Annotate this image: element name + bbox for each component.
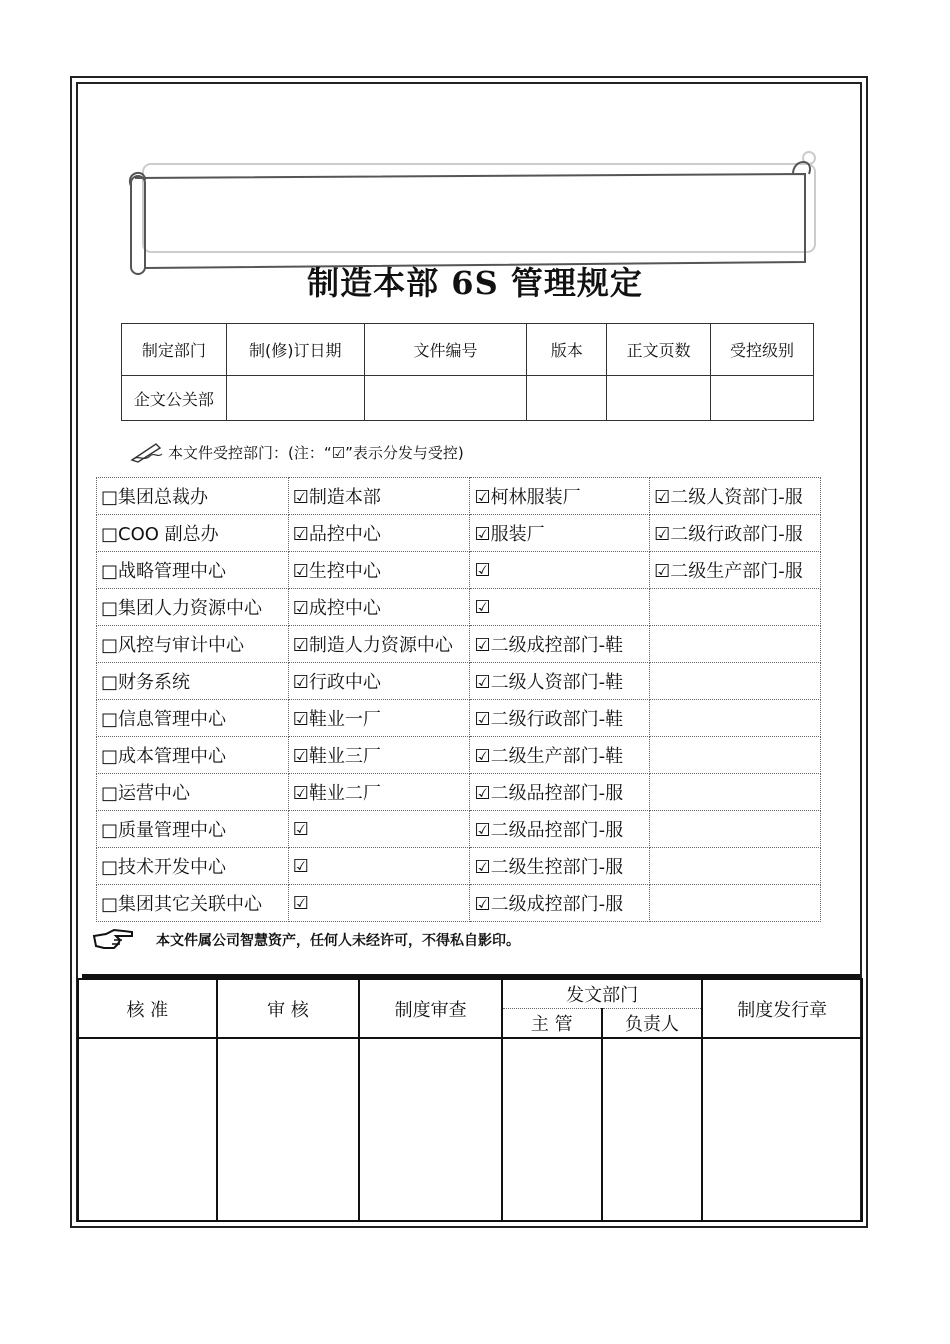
issuing-dept-header: 发文部门 bbox=[502, 979, 703, 1008]
distribution-cell[interactable] bbox=[650, 737, 821, 774]
distribution-cell[interactable]: ☑柯林服装厂 bbox=[470, 478, 650, 515]
distribution-cell[interactable]: ☑ bbox=[470, 552, 650, 589]
distribution-cell[interactable] bbox=[650, 700, 821, 737]
pointing-hand-icon bbox=[92, 928, 134, 952]
distribution-cell[interactable]: ☑二级生产部门-鞋 bbox=[470, 737, 650, 774]
info-header: 正文页数 bbox=[607, 324, 711, 376]
pen-writing-icon bbox=[130, 440, 164, 464]
distribution-cell[interactable]: ☑品控中心 bbox=[288, 515, 470, 552]
approve-cell[interactable] bbox=[78, 1038, 217, 1221]
warning-notice bbox=[92, 928, 520, 952]
distribution-cell[interactable]: □战略管理中心 bbox=[97, 552, 289, 589]
distribution-cell[interactable]: ☑二级人资部门-服 bbox=[650, 478, 821, 515]
review-cell[interactable] bbox=[217, 1038, 360, 1221]
distribution-cell[interactable] bbox=[650, 848, 821, 885]
seal-header: 制度发行章 bbox=[702, 979, 862, 1038]
distribution-cell[interactable] bbox=[650, 589, 821, 626]
distribution-cell[interactable]: □成本管理中心 bbox=[97, 737, 289, 774]
distribution-cell[interactable]: □集团人力资源中心 bbox=[97, 589, 289, 626]
info-value bbox=[607, 376, 711, 421]
distribution-cell[interactable]: □信息管理中心 bbox=[97, 700, 289, 737]
supervisor-header: 主 管 bbox=[502, 1008, 602, 1038]
info-header: 制定部门 bbox=[122, 324, 227, 376]
distribution-cell[interactable]: ☑制造人力资源中心 bbox=[288, 626, 470, 663]
distribution-cell[interactable]: ☑二级成控部门-鞋 bbox=[470, 626, 650, 663]
table-row bbox=[97, 700, 821, 737]
table-row bbox=[97, 626, 821, 663]
distribution-cell[interactable]: □质量管理中心 bbox=[97, 811, 289, 848]
control-note-text: 本文件受控部门：(注：“☑”表示分发与受控) bbox=[168, 443, 464, 462]
table-row bbox=[97, 774, 821, 811]
table-row bbox=[97, 848, 821, 885]
distribution-cell[interactable]: ☑二级品控部门-服 bbox=[470, 774, 650, 811]
distribution-cell[interactable]: ☑ bbox=[288, 811, 470, 848]
distribution-cell[interactable] bbox=[650, 885, 821, 922]
distribution-cell[interactable]: ☑成控中心 bbox=[288, 589, 470, 626]
table-row bbox=[97, 885, 821, 922]
distribution-cell[interactable] bbox=[650, 774, 821, 811]
info-value bbox=[226, 376, 364, 421]
distribution-cell[interactable] bbox=[650, 663, 821, 700]
table-row bbox=[97, 478, 821, 515]
distribution-cell[interactable]: ☑ bbox=[470, 589, 650, 626]
distribution-table bbox=[96, 477, 821, 922]
page-title: 制造本部 6S 管理规定 bbox=[307, 264, 643, 302]
table-row bbox=[97, 515, 821, 552]
control-note bbox=[130, 440, 464, 464]
info-header: 版本 bbox=[527, 324, 607, 376]
distribution-cell[interactable]: ☑二级成控部门-服 bbox=[470, 885, 650, 922]
distribution-cell[interactable]: □运营中心 bbox=[97, 774, 289, 811]
policy-review-header: 制度审查 bbox=[359, 979, 502, 1038]
distribution-cell[interactable]: □风控与审计中心 bbox=[97, 626, 289, 663]
table-row bbox=[97, 589, 821, 626]
signature-table bbox=[77, 978, 863, 1222]
distribution-cell[interactable] bbox=[650, 811, 821, 848]
info-header: 制(修)订日期 bbox=[226, 324, 364, 376]
info-header: 受控级别 bbox=[711, 324, 814, 376]
table-row bbox=[97, 811, 821, 848]
distribution-cell[interactable]: ☑鞋业三厂 bbox=[288, 737, 470, 774]
distribution-cell[interactable]: ☑二级行政部门-服 bbox=[650, 515, 821, 552]
distribution-cell[interactable]: □集团总裁办 bbox=[97, 478, 289, 515]
distribution-cell[interactable]: ☑二级品控部门-服 bbox=[470, 811, 650, 848]
distribution-cell[interactable]: □COO 副总办 bbox=[97, 515, 289, 552]
distribution-cell[interactable]: ☑生控中心 bbox=[288, 552, 470, 589]
distribution-cell[interactable]: □技术开发中心 bbox=[97, 848, 289, 885]
info-table bbox=[121, 323, 814, 421]
distribution-cell[interactable]: □集团其它关联中心 bbox=[97, 885, 289, 922]
supervisor-cell[interactable] bbox=[502, 1038, 602, 1221]
table-row bbox=[97, 663, 821, 700]
policy-review-cell[interactable] bbox=[359, 1038, 502, 1221]
distribution-cell[interactable]: ☑二级生产部门-服 bbox=[650, 552, 821, 589]
info-value: 企文公关部 bbox=[122, 376, 227, 421]
distribution-cell[interactable]: ☑二级生控部门-服 bbox=[470, 848, 650, 885]
review-header: 审 核 bbox=[217, 979, 360, 1038]
distribution-cell[interactable]: ☑制造本部 bbox=[288, 478, 470, 515]
info-value bbox=[527, 376, 607, 421]
table-row bbox=[97, 552, 821, 589]
responsible-cell[interactable] bbox=[602, 1038, 703, 1221]
distribution-cell[interactable]: □财务系统 bbox=[97, 663, 289, 700]
distribution-cell[interactable]: ☑二级人资部门-鞋 bbox=[470, 663, 650, 700]
distribution-cell[interactable]: ☑服装厂 bbox=[470, 515, 650, 552]
distribution-cell[interactable]: ☑鞋业二厂 bbox=[288, 774, 470, 811]
info-value bbox=[711, 376, 814, 421]
seal-cell[interactable] bbox=[702, 1038, 862, 1221]
warning-text: 本文件属公司智慧资产，任何人未经许可，不得私自影印。 bbox=[156, 933, 520, 949]
distribution-cell[interactable] bbox=[650, 626, 821, 663]
info-header: 文件编号 bbox=[364, 324, 527, 376]
responsible-header: 负责人 bbox=[602, 1008, 703, 1038]
distribution-cell[interactable]: ☑ bbox=[288, 848, 470, 885]
distribution-cell[interactable]: ☑二级行政部门-鞋 bbox=[470, 700, 650, 737]
table-row bbox=[97, 737, 821, 774]
approve-header: 核 准 bbox=[78, 979, 217, 1038]
distribution-cell[interactable]: ☑鞋业一厂 bbox=[288, 700, 470, 737]
info-value bbox=[364, 376, 527, 421]
distribution-cell[interactable]: ☑ bbox=[288, 885, 470, 922]
distribution-cell[interactable]: ☑行政中心 bbox=[288, 663, 470, 700]
